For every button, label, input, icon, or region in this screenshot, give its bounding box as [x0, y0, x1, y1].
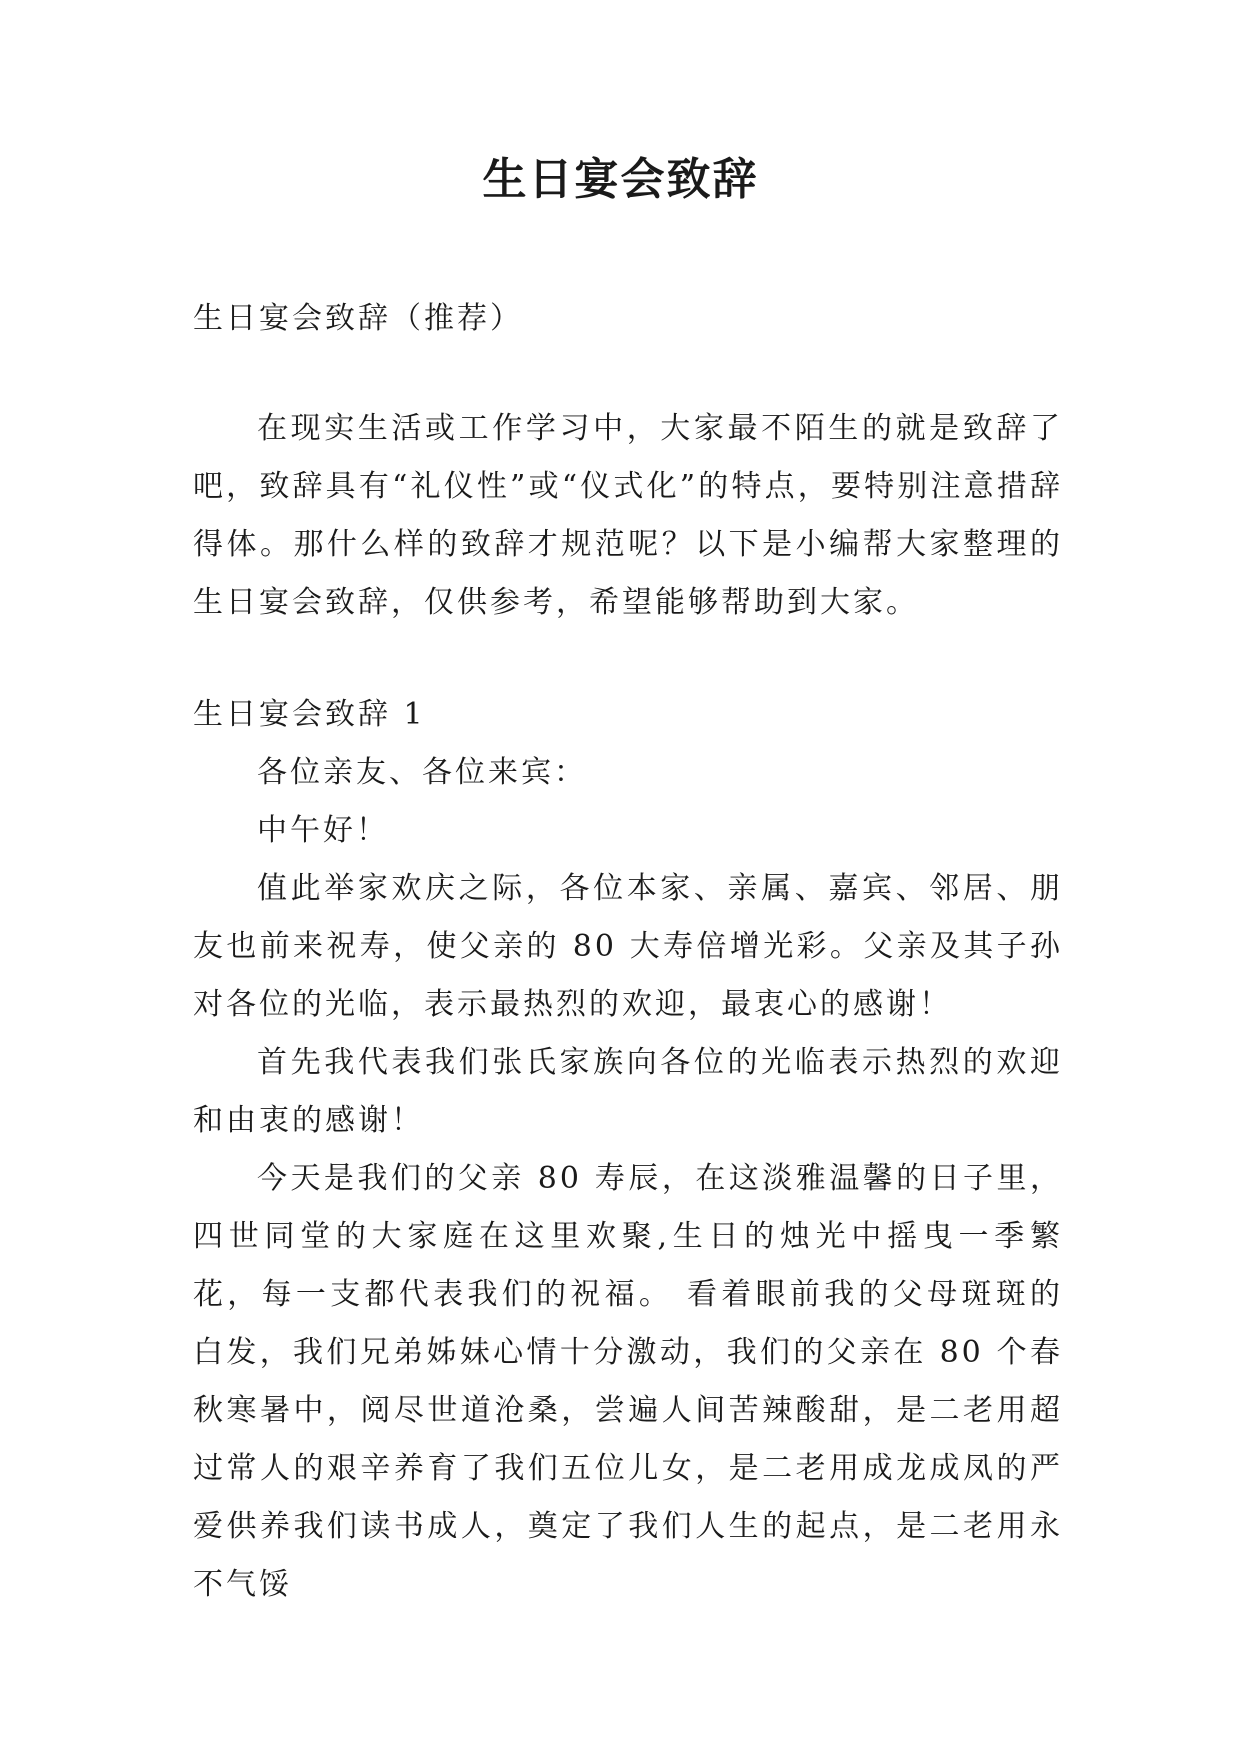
- speech-paragraph: 各位亲友、各位来宾：: [257, 755, 587, 790]
- speech-paragraph: 中午好！: [257, 813, 389, 848]
- speech-paragraph: 值此举家欢庆之际，各位本家、亲属、嘉宾、邻居、朋友也前来祝寿，使父亲的 80 大寿倍增光彩。父亲及其子孙对各位的光临，表示最热烈的欢迎，最衷心的感谢！: [193, 871, 1063, 1022]
- speech-section: [193, 686, 1063, 1614]
- intro-paragraph: 在现实生活或工作学习中，大家最不陌生的就是致辞了吧，致辞具有“礼仪性”或“仪式化”的特点，要特别注意措辞得体。那什么样的致辞才规范呢？以下是小编帮大家整理的生日宴会致辞，仅供参考，希望能够帮助到大家。: [193, 411, 1063, 620]
- section-heading: 生日宴会致辞 1: [193, 697, 426, 732]
- speech-paragraph: 首先我代表我们张氏家族向各位的光临表示热烈的欢迎和由衷的感谢！: [193, 1045, 1063, 1138]
- speech-paragraph: 今天是我们的父亲 80 寿辰，在这淡雅温馨的日子里，四世同堂的大家庭在这里欢聚,生日的烛光中摇曳一季繁花，每一支都代表我们的祝福。 看着眼前我的父母斑斑的白发，我们兄弟姊妹心情十分激动，我们的父亲在 80 个春秋寒暑中，阅尽世道沧桑，尝遍人间苦辣酸甜，是二老用超过常人的艰辛养育了我们五位儿女，是二老用成龙成凤的严爱供养我们读书成人，奠定了我们人生的起点，是二老用永不气馁: [193, 1161, 1063, 1602]
- document-title: 生日宴会致辞: [482, 154, 759, 205]
- document-subtitle: 生日宴会致辞（推荐）: [193, 301, 523, 336]
